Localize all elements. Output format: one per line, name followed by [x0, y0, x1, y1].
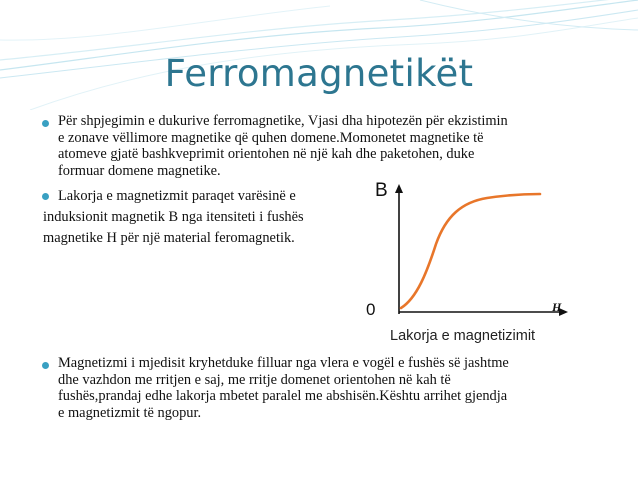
bullet-3-line-1: Magnetizmi i mjedisit kryhetduke filluar nga vlera e vogël e fushës së jashtme — [58, 355, 509, 371]
bullet-1-line-3: atomeve gjatë bashkveprimit orientohen në një kah dhe paketohen, duke — [58, 146, 475, 162]
bullet-2-line-1: Lakorja e magnetizmit paraqet varësinë e — [58, 188, 296, 204]
bullet-marker — [42, 120, 49, 127]
bullet-marker — [42, 362, 49, 369]
bullet-1-line-2: e zonave vëllimore magnetike që quhen domene.Momonetet magnetike të — [58, 129, 484, 146]
slide-title: Ferromagnetikët — [164, 52, 474, 95]
y-axis-arrow — [395, 184, 403, 193]
bullet-2-line-3: magnetike H për një material feromagnetik. — [43, 230, 295, 246]
bullet-marker — [42, 193, 49, 200]
bullet-1-line-4: formuar domene magnetike. — [58, 162, 221, 179]
bullet-3-line-2: dhe vazhdon me rritjen e saj, me rritje domenet orientohen në kah të — [58, 371, 451, 388]
figure-caption: Lakorja e magnetizimit — [390, 328, 536, 344]
bullet-3-line-4: e magnetizmit të ngopur. — [58, 404, 202, 421]
bullet-3-line-3: fushës,prandaj edhe lakorja mbetet paralel me abshisën.Kështu arrihet gjendja — [58, 388, 508, 404]
x-axis-label: H — [552, 300, 562, 314]
magnetization-curve — [401, 194, 540, 308]
origin-label: 0 — [366, 300, 376, 319]
bullet-1-line-1: Për shpjegimin e dukurive ferromagnetike, Vjasi dha hipotezën për ekzistimin — [58, 113, 508, 129]
magnetization-curve-figure — [366, 172, 570, 352]
bullet-paragraph-2 — [43, 186, 304, 249]
bullet-2-line-2: induksionit magnetik B nga itensiteti i fushës — [43, 209, 304, 225]
bullet-paragraph-1 — [58, 113, 508, 179]
magnetization-curve-plot — [372, 172, 570, 352]
y-axis-label: B — [375, 180, 388, 201]
bullet-paragraph-3 — [58, 355, 509, 421]
